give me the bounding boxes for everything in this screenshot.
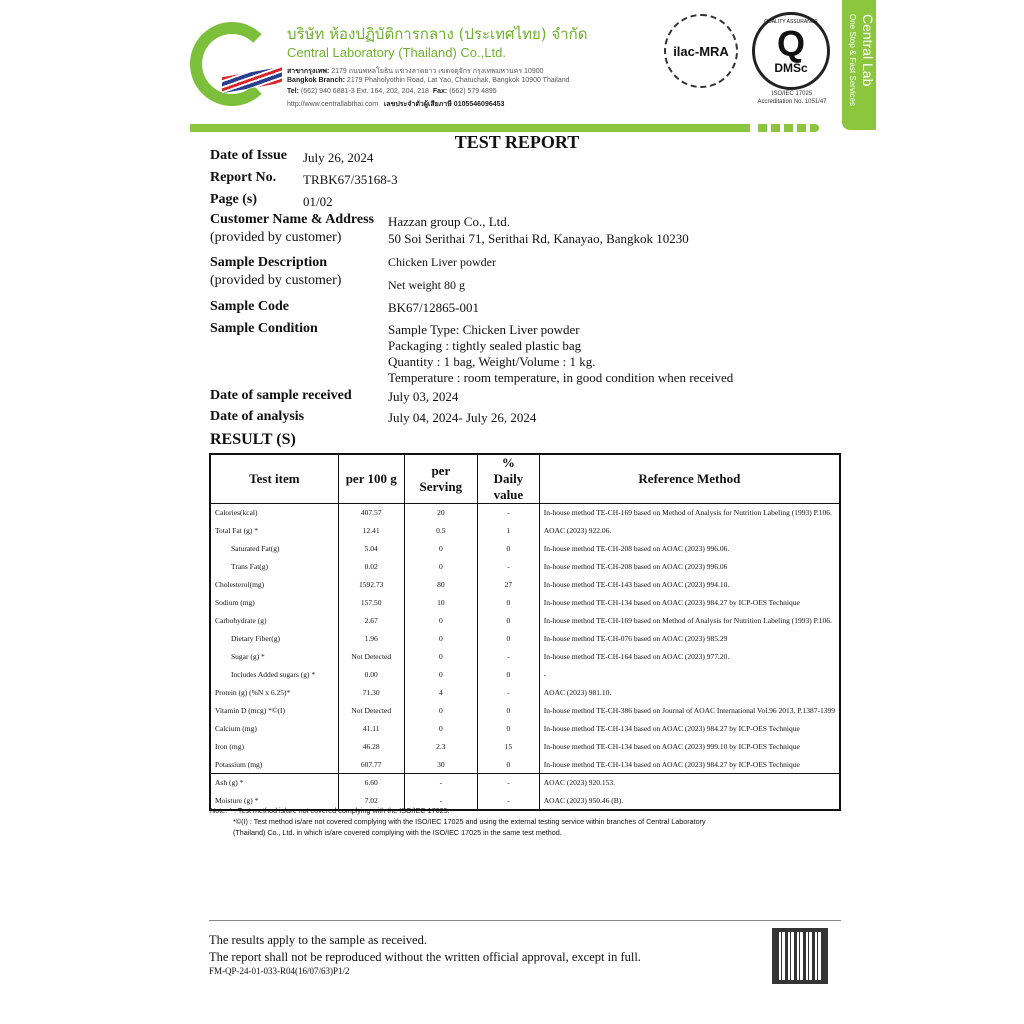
- per-serving: 0: [404, 648, 477, 666]
- daily-value: 27: [477, 576, 539, 594]
- sample-description-label: Sample Description: [210, 255, 328, 270]
- test-item: Sodium (mg): [210, 594, 338, 612]
- divider-segment: [797, 124, 806, 132]
- test-item: Moisture (g) *: [210, 792, 338, 810]
- divider-segment: [758, 124, 767, 132]
- ilac-text: ilac-MRA: [673, 43, 729, 59]
- table-row: [210, 540, 840, 558]
- per-100g: 1.96: [338, 630, 404, 648]
- per-serving: 4: [404, 684, 477, 702]
- sample-code-label: Sample Code: [210, 299, 289, 314]
- table-row: [210, 522, 840, 540]
- test-item: Calcium (mg): [210, 720, 338, 738]
- reference-method: In-house method TE-CH-134 based on AOAC (2023) 999.10 by ICP-OES Technique: [539, 738, 840, 756]
- qa-org: DMSc: [774, 61, 808, 75]
- sample-code: BK67/12865-001: [388, 300, 479, 315]
- reference-method: In-house method TE-CH-208 based on AOAC (2023) 996.06.: [539, 540, 840, 558]
- footer-line-2: The report shall not be reproduced without the written official approval, except in full.: [209, 950, 641, 964]
- daily-value: 0: [477, 756, 539, 774]
- side-subtitle: One Stop & Fast Services: [848, 14, 857, 107]
- test-item: Iron (mg): [210, 738, 338, 756]
- daily-value: -: [477, 504, 539, 522]
- test-item: Trans Fat(g): [210, 558, 338, 576]
- daily-value: 0: [477, 720, 539, 738]
- date-analysis: July 04, 2024- July 26, 2024: [388, 410, 537, 425]
- pages-label: Page (s): [210, 192, 258, 207]
- table-row: [210, 558, 840, 576]
- table-row: [210, 594, 840, 612]
- test-item: Carbohydrate (g): [210, 612, 338, 630]
- note-1: * : Test method is/are not covered complying with the ISO/IEC 17025.: [229, 806, 450, 815]
- tel: (662) 940 6881-3 Ext. 164, 202, 204, 218: [300, 88, 429, 95]
- report-no-label: Report No.: [210, 170, 277, 185]
- table-row: [210, 630, 840, 648]
- daily-value: -: [477, 792, 539, 810]
- accreditation-number: Accreditation No. 1051/47: [757, 99, 827, 105]
- table-row: [210, 738, 840, 756]
- table-row: [210, 648, 840, 666]
- company-name-en: Central Laboratory (Thailand) Co.,Ltd.: [287, 45, 506, 60]
- reference-method: In-house method TE-CH-169 based on Method of Analysis for Nutrition Labeling (1993) P.106.: [539, 504, 840, 522]
- reference-method: -: [539, 666, 840, 684]
- daily-value: -: [477, 774, 539, 792]
- per-100g: 12.41: [338, 522, 404, 540]
- fax: (662) 579 4895: [449, 88, 497, 95]
- date-received-label: Date of sample received: [210, 388, 352, 403]
- daily-value: 0: [477, 630, 539, 648]
- daily-value: 0: [477, 540, 539, 558]
- per-100g: 71.30: [338, 684, 404, 702]
- green-divider: [190, 124, 750, 132]
- note-2: *©(I) : Test method is/are not covered complying with the ISO/IEC 17025 and using the external testing service within branches of Central Laboratory: [233, 817, 706, 826]
- report-title: TEST REPORT: [454, 132, 580, 152]
- header-per-100g: per 100 g: [338, 454, 404, 504]
- test-item: Potassium (mg): [210, 756, 338, 774]
- per-100g: 0.00: [338, 666, 404, 684]
- per-serving: 0.5: [404, 522, 477, 540]
- per-100g: 607.77: [338, 756, 404, 774]
- company-name-thai: บริษัท ห้องปฏิบัติการกลาง (ประเทศไทย) จำกัด: [287, 25, 588, 43]
- reference-method: In-house method TE-CH-134 based on AOAC (2023) 984.27 by ICP-OES Technique: [539, 720, 840, 738]
- daily-value: -: [477, 684, 539, 702]
- reference-method: In-house method TE-CH-076 based on AOAC (2023) 985.29: [539, 630, 840, 648]
- test-item: Calories(kcal): [210, 504, 338, 522]
- per-serving: 0: [404, 540, 477, 558]
- footer-divider: [209, 920, 841, 921]
- table-row: [210, 756, 840, 774]
- side-title: Central Lab: [860, 14, 876, 87]
- per-serving: 80: [404, 576, 477, 594]
- reference-method: AOAC (2023) 922.06.: [539, 522, 840, 540]
- reference-method: In-house method TE-CH-169 based on Method of Analysis for Nutrition Labeling (1993) P.106.: [539, 612, 840, 630]
- per-100g: 46.28: [338, 738, 404, 756]
- header-test-item: Test item: [210, 454, 338, 504]
- reference-method: In-house method TE-CH-208 based on AOAC (2023) 996.06: [539, 558, 840, 576]
- branch-en: 2179 Phaholyothin Road, Lat Yao, Chatuchak, Bangkok 10900 Thailand: [346, 77, 570, 84]
- daily-value: 0: [477, 666, 539, 684]
- per-serving: 0: [404, 666, 477, 684]
- condition-quantity: Quantity : 1 bag, Weight/Volume : 1 kg.: [388, 354, 596, 369]
- per-100g: 157.50: [338, 594, 404, 612]
- iso-standard: ISO/IEC 17025: [771, 91, 813, 97]
- date-of-issue-label: Date of Issue: [210, 148, 287, 163]
- reference-method: AOAC (2023) 950.46 (B).: [539, 792, 840, 810]
- tel-label: Tel:: [287, 88, 299, 95]
- fax-label: Fax:: [432, 88, 448, 95]
- daily-value: -: [477, 648, 539, 666]
- date-analysis-label: Date of analysis: [210, 409, 305, 424]
- ilac-mra-logo: [664, 14, 738, 88]
- test-item: Dietary Fiber(g): [210, 630, 338, 648]
- branch-en-label: Bangkok Branch:: [287, 77, 345, 84]
- footer-line-1: The results apply to the sample as received.: [209, 933, 427, 947]
- daily-value: 1: [477, 522, 539, 540]
- per-serving: -: [404, 792, 477, 810]
- per-100g: 2.67: [338, 612, 404, 630]
- table-row: [210, 504, 840, 522]
- company-logo: [190, 22, 274, 106]
- website-link[interactable]: http://www.centrallabthai.com: [287, 101, 379, 108]
- reference-method: In-house method TE-CH-143 based on AOAC (2023) 994.10.: [539, 576, 840, 594]
- per-serving: 0: [404, 702, 477, 720]
- sample-condition-label: Sample Condition: [210, 321, 318, 336]
- note-label: Note:: [210, 806, 228, 815]
- customer-address: 50 Soi Serithai 71, Serithai Rd, Kanayao, Bangkok 10230: [388, 231, 689, 246]
- provided-by-customer-label: (provided by customer): [210, 273, 342, 288]
- test-item: Protein (g) (%N x 6.25)*: [210, 684, 338, 702]
- per-100g: 6.60: [338, 774, 404, 792]
- table-row: [210, 576, 840, 594]
- daily-value: 15: [477, 738, 539, 756]
- daily-value: 0: [477, 612, 539, 630]
- date-received: July 03, 2024: [388, 389, 459, 404]
- reference-method: AOAC (2023) 920.153.: [539, 774, 840, 792]
- per-100g: 41.11: [338, 720, 404, 738]
- customer-label: Customer Name & Address: [210, 212, 374, 227]
- qa-dmsc-logo: [752, 12, 830, 90]
- customer-name: Hazzan group Co., Ltd.: [388, 214, 511, 229]
- table-row: [210, 720, 840, 738]
- per-100g: 7.02: [338, 792, 404, 810]
- condition-temperature: Temperature : room temperature, in good condition when received: [388, 370, 734, 385]
- divider-segment: [810, 124, 819, 132]
- qa-ring-text: QUALITY ASSURANCE: [764, 19, 818, 25]
- results-heading: RESULT (S): [210, 431, 296, 448]
- test-item: Total Fat (g) *: [210, 522, 338, 540]
- per-serving: 10: [404, 594, 477, 612]
- per-100g: 0.02: [338, 558, 404, 576]
- test-item: Ash (g) *: [210, 774, 338, 792]
- sample-net-weight: Net weight 80 g: [388, 278, 465, 292]
- daily-value: -: [477, 558, 539, 576]
- divider-segment: [771, 124, 780, 132]
- per-serving: 0: [404, 720, 477, 738]
- per-serving: 0: [404, 558, 477, 576]
- per-serving: 0: [404, 630, 477, 648]
- provided-by-customer-label: (provided by customer): [210, 230, 342, 245]
- condition-packaging: Packaging : tightly sealed plastic bag: [388, 338, 582, 353]
- per-100g: Not Detected: [338, 702, 404, 720]
- daily-value: 0: [477, 702, 539, 720]
- test-item: Saturated Fat(g): [210, 540, 338, 558]
- divider-segment: [784, 124, 793, 132]
- test-item: Vitamin D (mcg) *©(I): [210, 702, 338, 720]
- header-reference-method: Reference Method: [539, 454, 840, 504]
- results-table: [209, 453, 841, 811]
- qr-code[interactable]: [772, 928, 828, 984]
- note-3: (Thailand) Co., Ltd. in which is/are covered complying with the ISO/IEC 17025 in the same test method.: [233, 828, 562, 837]
- reference-method: In-house method TE-CH-134 based on AOAC (2023) 984.27 by ICP-OES Technique: [539, 594, 840, 612]
- branch-thai-label: สาขากรุงเทพ:: [287, 68, 330, 75]
- per-serving: 2.3: [404, 738, 477, 756]
- test-item: Sugar (g) *: [210, 648, 338, 666]
- reference-method: In-house method TE-CH-134 based on AOAC (2023) 984.27 by ICP-OES Technique: [539, 756, 840, 774]
- form-code: FM-QP-24-01-033-R04(16/07/63)P1/2: [209, 966, 350, 976]
- header-per-serving: per Serving: [404, 454, 477, 504]
- per-serving: 20: [404, 504, 477, 522]
- tax-id: เลขประจำตัวผู้เสียภาษี 0105546096453: [383, 101, 505, 108]
- sample-description: Chicken Liver powder: [388, 255, 496, 269]
- pages: 01/02: [303, 194, 333, 209]
- table-row: [210, 702, 840, 720]
- table-row: [210, 666, 840, 684]
- per-serving: 30: [404, 756, 477, 774]
- reference-method: In-house method TE-CH-164 based on AOAC (2023) 977.20.: [539, 648, 840, 666]
- condition-type: Sample Type: Chicken Liver powder: [388, 322, 580, 337]
- report-no: TRBK67/35168-3: [303, 172, 398, 187]
- per-serving: 0: [404, 612, 477, 630]
- table-row: [210, 684, 840, 702]
- table-row: [210, 612, 840, 630]
- test-item: Cholesterol(mg): [210, 576, 338, 594]
- branch-thai: 2179 ถนนพหลโยธิน แขวงลาดยาว เขตจตุจักร กรุงเทพมหานคร 10900: [331, 68, 544, 75]
- reference-method: In-house method TE-CH-386 based on Journal of AOAC International Vol.96 2013, P.1387-1399: [539, 702, 840, 720]
- reference-method: AOAC (2023) 981.10.: [539, 684, 840, 702]
- qa-letter: Q: [776, 23, 805, 64]
- table-row: [210, 774, 840, 792]
- test-item: Includes Added sugars (g) *: [210, 666, 338, 684]
- per-serving: -: [404, 774, 477, 792]
- per-100g: Not Detected: [338, 648, 404, 666]
- header-daily-value: % Daily value: [477, 454, 539, 504]
- date-of-issue: July 26, 2024: [303, 150, 374, 165]
- daily-value: 0: [477, 594, 539, 612]
- per-100g: 1592.73: [338, 576, 404, 594]
- per-100g: 407.57: [338, 504, 404, 522]
- per-100g: 5.04: [338, 540, 404, 558]
